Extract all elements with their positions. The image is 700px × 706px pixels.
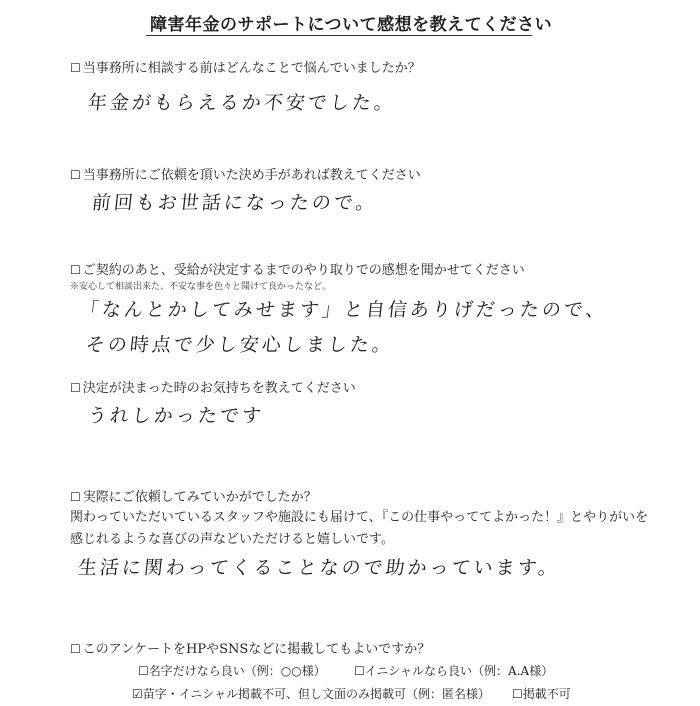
question-5-body-line-2: 感じれるような喜びの声などいただけると嬉しいです。	[70, 532, 394, 547]
publish-option-surname[interactable]	[138, 662, 326, 679]
answer-4-handwriting: うれしかったです	[86, 405, 266, 427]
title-underline	[146, 35, 532, 36]
checkbox-icon[interactable]: ☐	[512, 687, 523, 701]
answer-2-handwriting: 前回もお世話になったので。	[90, 192, 379, 214]
question-2-text: 当事務所にご依頼を頂いた決め手があれば教えてください	[82, 168, 421, 183]
question-checkbox[interactable]: ☐	[70, 168, 81, 182]
question-5	[70, 486, 317, 505]
question-3-note: ※安心して相談出来た、不安な事を色々と聞けて良かったなど。	[70, 282, 332, 292]
answer-3-handwriting-line-1: 「なんとかしてみせます」と自信ありげだったので、	[78, 299, 609, 321]
publish-option-not-allowed[interactable]	[512, 685, 571, 702]
question-checkbox[interactable]: ☐	[70, 642, 81, 656]
publish-option-initials[interactable]	[354, 662, 553, 679]
question-3-text: ご契約のあと、受給が決定するまでのやり取りでの感想を聞かせてください	[82, 263, 525, 278]
question-4	[70, 377, 356, 396]
answer-5-handwriting: 生活に関わってくることなので助かっています。	[76, 557, 562, 579]
question-5-body-line-1: 関わっていただいているスタッフや施設にも届けて、『この仕事やっててよかった！』とやりがいを	[70, 510, 649, 525]
publish-option-label: 掲載不可	[522, 687, 571, 701]
publish-option-label: イニシャルなら良い（例：A.A様）	[364, 664, 554, 678]
question-1-text: 当事務所に相談する前はどんなことで悩んでいましたか？	[82, 61, 421, 76]
question-2	[70, 164, 421, 183]
publish-option-label: 苗字・イニシャル掲載不可、但し文面のみ掲載可（例：匿名様）	[142, 687, 491, 701]
question-checkbox[interactable]: ☐	[70, 490, 81, 504]
checkbox-icon[interactable]: ☐	[138, 664, 149, 678]
question-1	[70, 57, 421, 76]
page-title: 障害年金のサポートについて感想を教えてください	[150, 15, 553, 35]
question-6-text: このアンケートをHPやSNSなどに掲載してもよいですか？	[82, 642, 431, 657]
question-6	[70, 638, 430, 657]
question-4-text: 決定が決まった時のお気持ちを教えてください	[82, 381, 356, 396]
checked-checkbox-icon[interactable]: ☑	[132, 687, 143, 701]
answer-3-handwriting-line-2: その時点で少し安心しました。	[84, 334, 396, 356]
answer-1-handwriting: 年金がもらえるか不安でした。	[86, 92, 398, 114]
publish-option-label: 名字だけなら良い（例：○○様）	[148, 664, 326, 678]
checkbox-icon[interactable]: ☐	[354, 664, 365, 678]
question-5-text: 実際にご依頼してみていかがでしたか？	[82, 490, 317, 505]
question-checkbox[interactable]: ☐	[70, 263, 81, 277]
question-checkbox[interactable]: ☐	[70, 61, 81, 75]
question-3	[70, 259, 525, 278]
publish-option-text-only[interactable]	[132, 685, 490, 702]
question-checkbox[interactable]: ☐	[70, 381, 81, 395]
